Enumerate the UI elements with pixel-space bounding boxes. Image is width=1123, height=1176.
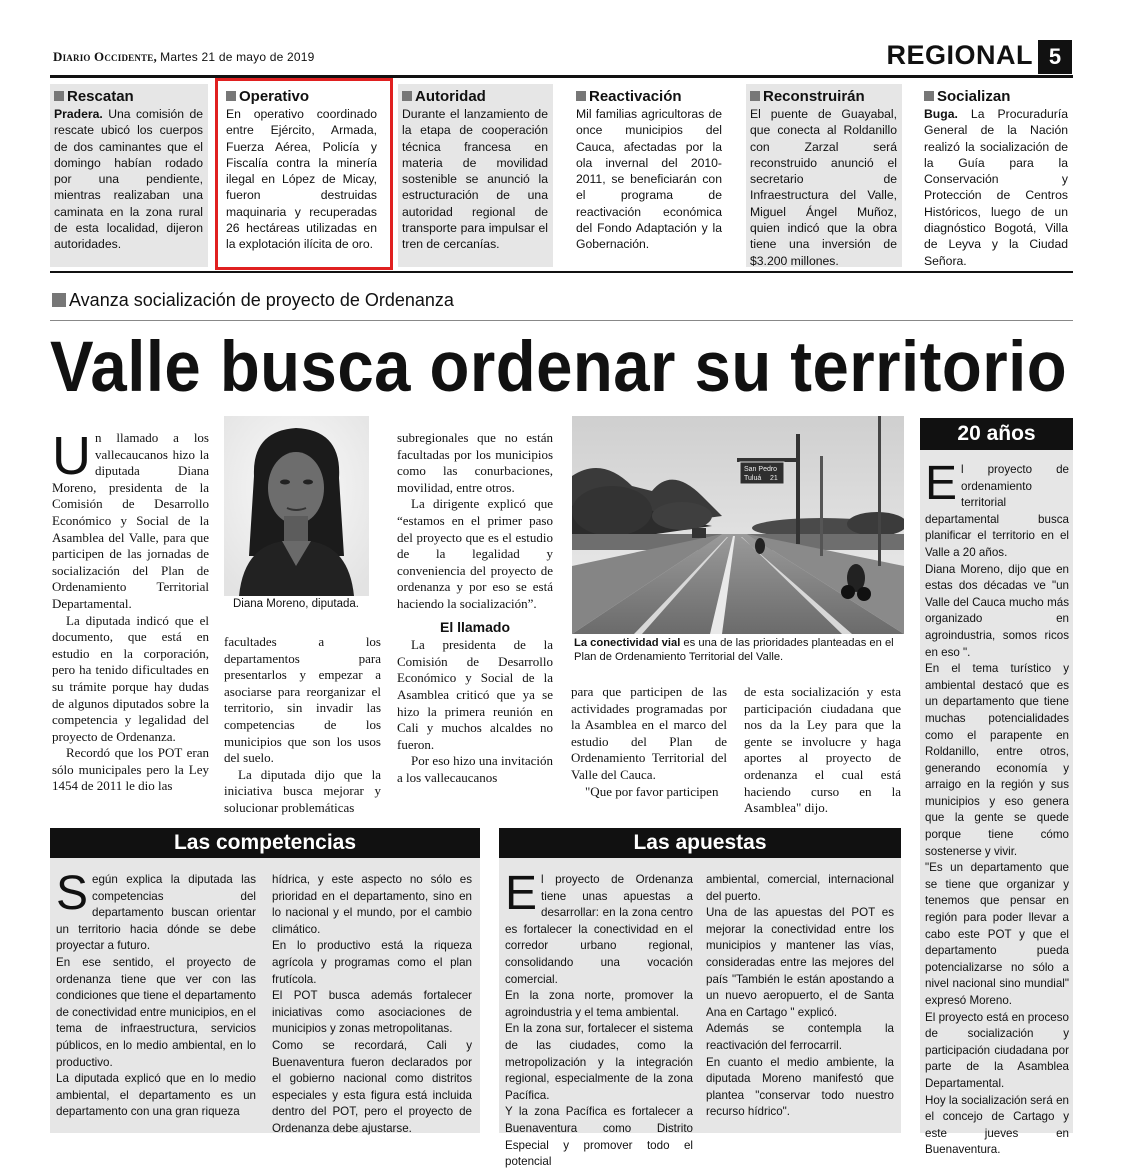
brief-text: Durante el lanzamiento de la etapa de cooperación técnica francesa en materia de movilidad sostenible se anunció la estructuración de una autoridad regional de transporte para impulsar el tren de cercanías. <box>402 107 548 252</box>
caption-name: Diana Moreno, <box>233 598 309 610</box>
road-photo <box>572 416 904 634</box>
paragraph: La dirigente explicó que “estamos en el primer paso del proyecto que es el estudio de la legalidad y conveniencia del proyecto de ordenanza y por eso se está haciendo la socialización”. <box>397 496 553 611</box>
kicker <box>52 290 454 311</box>
subhead: El llamado <box>439 618 511 635</box>
paragraph: El proyecto está en proceso de socialización y participación ciudadana por parte de la Asamblea Departamental. <box>925 1010 1069 1090</box>
paragraph: En cuanto el medio ambiente, la diputada Moreno manifestó que plantea "conservar todo nuestro recurso hídrico". <box>706 1055 894 1119</box>
masthead <box>53 49 315 65</box>
road-sign-number: 21 <box>770 475 778 482</box>
brief-title: Autoridad <box>415 88 486 105</box>
paragraph: ambiental, comercial, internacional del puerto. <box>706 873 894 903</box>
portrait-caption <box>233 598 359 610</box>
brief-lead: Buga. <box>924 107 958 121</box>
paragraph: En el tema turístico y ambiental destacó que es un departamento que tiene muchas potencialidades como el parapente en Roldanillo, entre otros, generando economía y arraigo en la región y sus municipios y eso genera que la gente se quede porque tiene cómo sostenerse y vivir. <box>925 662 1069 858</box>
brief-title: Reconstruirán <box>763 88 865 105</box>
article-column-1 <box>52 426 209 795</box>
paragraph: Una de las apuestas del POT es mejorar la conectividad entre los municipios y mantener las vías, consideradas entre las mejores del país "También le están apostando a un nuevo aeropuerto, el de Santa Ana en Cartago " explicó. <box>706 906 894 1019</box>
caption-bold: La conectividad vial <box>574 637 681 649</box>
competencias-title: Las competencias <box>50 828 480 858</box>
paragraph: Hoy la socialización será en el concejo de Cartago y este jueves en Buenaventura. <box>925 1093 1069 1157</box>
brief-autoridad <box>398 84 553 267</box>
paragraph: La diputada indicó que el documento, que está en estudio en la corporación, pero ha tenido dificultades en su trámite porque hay dudas de algunos diputados sobre la competencia y legalidad del proyecto de Ordenanza. <box>52 612 209 744</box>
paragraph: de esta socialización y esta participación ciudadana que nos da la Ley para que la gente se involucre y haga aportes al proyecto de ordenanza el cual está haciendo curso en la Asamblea" dijo. <box>744 684 901 816</box>
apuestas-left-text <box>505 867 693 1171</box>
dropcap: E <box>505 867 538 920</box>
paragraph: l proyecto de ordenamiento territorial departamental busca planificar el territorio en el Valle a 20 años. <box>925 463 1069 559</box>
paragraph: El POT busca además fortalecer iniciativas como asociaciones de municipios y zonas metropolitanas. <box>272 989 472 1036</box>
square-bullet-icon <box>576 91 586 101</box>
article-column-4 <box>571 684 727 800</box>
brief-text: Una comisión de rescate ubicó los cuerpos de dos caminantes que el domingo habían rodado por una pendiente, mientras realizaban una caminata en la zona rural de esta localidad, dijeron autoridades. <box>54 107 203 252</box>
paragraph: hídrica, y este aspecto no sólo es prioridad en el departamento, sino en lo nacional y el mundo, por el cambio climático. <box>272 873 472 936</box>
paragraph: l proyecto de Ordenanza tiene unas apuestas a desarrollar: en la zona centro es fortalecer la conectividad en el corredor urbano regional, consolidando una vocación comercial. <box>505 873 693 986</box>
brief-reconstruiran <box>746 84 902 267</box>
brief-reactivacion <box>572 84 727 267</box>
brief-title: Operativo <box>239 88 310 105</box>
square-bullet-icon <box>402 91 412 101</box>
kicker-rule <box>50 320 1073 321</box>
paragraph: "Que por favor participen <box>585 783 719 799</box>
article-column-5 <box>744 684 901 817</box>
paragraph: La presidenta de la Comisión de Desarrollo Económico y Social de la Asamblea criticó que ya se hizo la primera reunión en Cali y muchos alcaldes no fueron. <box>397 637 553 752</box>
paragraph: Por eso hizo una invitación a los vallecaucanos <box>397 753 553 785</box>
brief-text: En operativo coordinado entre Ejército, Armada, Fuerza Aérea, Policía y Fiscalía contra la minería ilegal en López de Micay, fueron destruidas maquinaria y recuperadas 26 hectáreas utilizadas en la explotación ilícita de oro. <box>226 107 377 252</box>
apuestas-title: Las apuestas <box>499 828 901 858</box>
brief-rescatan <box>50 84 208 267</box>
newspaper-name: Diario Occidente, <box>53 49 157 64</box>
paragraph: En ese sentido, el proyecto de ordenanza tiene que ver con las condiciones que tiene el departamento de conectividad entre municipios, en el tema de infraestructura, servicios públicos, en lo medio ambiental, en lo productivo. <box>56 955 256 1069</box>
page-number: 5 <box>1038 40 1072 74</box>
square-bullet-icon <box>750 91 760 101</box>
square-bullet-icon <box>54 91 64 101</box>
brief-title: Socializan <box>937 88 1011 105</box>
road-sign-text: San Pedro <box>744 466 778 473</box>
kicker-text: Avanza socialización de proyecto de Ordenanza <box>69 290 454 310</box>
briefs-rule <box>50 271 1073 273</box>
brief-text: El puente de Guayabal, que conecta al Roldanillo con Zarzal será reconstruido anunció el secretario de Infraestructura del Valle, Miguel Ángel Muñoz, quien indicó que la obra tiene una inversión de $3.200 millones. <box>750 107 897 268</box>
square-bullet-icon <box>924 91 934 101</box>
competencias-right-text <box>272 872 472 1138</box>
caption-role: diputada. <box>308 598 359 610</box>
brief-lead: Pradera. <box>54 107 103 121</box>
article-column-2 <box>224 634 381 817</box>
road-sign-text: Tuluá <box>744 475 762 482</box>
paragraph: n llamado a los vallecaucanos hizo la diputada Diana Moreno, presidenta de la Comisión de Desarrollo Económico y Social de la Asamblea del Valle, para que participen de las jornadas de socialización del Plan de Ordenamiento Territorial Departamental. <box>52 430 209 611</box>
competencias-left-text <box>56 867 256 1121</box>
brief-title: Rescatan <box>67 88 134 105</box>
paragraph: facultades a los departamentos para presentarlos y empezar a asociarse para reorganizar el territorio, sin invadir las competencias de los municipios que son los usos del suelo. <box>224 634 381 766</box>
paragraph: para que participen de las actividades programadas por la Asamblea en el marco del estudio del Plan de Ordenamiento Territorial del Valle del Cauca. <box>571 684 727 782</box>
paragraph: egún explica la diputada las competencias del departamento buscan orientar un territorio hacia dónde se debe proyectar a futuro. <box>56 873 256 953</box>
header-rule <box>50 75 1073 78</box>
paragraph: "Es un departamento que se tiene que organizar y tenemos que pensar en región para poder llevar a cabo este POT y que el departamento pueda potencializarse no sólo a nivel nacional sino mundial" expresó Moreno. <box>925 861 1069 1007</box>
article-column-3 <box>397 430 553 786</box>
section-label: REGIONAL <box>886 40 1033 70</box>
issue-date: Martes 21 de mayo de 2019 <box>160 50 315 64</box>
paragraph: Y la zona Pacífica es fortalecer a Buenaventura como Distrito Especial y promover todo el potencial <box>505 1105 693 1169</box>
paragraph: Recordó que los POT eran sólo municipales pero la Ley 1454 de 2011 le dio las <box>52 745 209 794</box>
apuestas-right-text <box>706 872 894 1121</box>
brief-title: Reactivación <box>589 88 682 105</box>
paragraph: La diputada dijo que la iniciativa busca mejorar y solucionar problemáticas <box>224 766 381 815</box>
dropcap: S <box>56 867 89 920</box>
paragraph: Diana Moreno, dijo que en estas dos décadas ve "un Valle del Cauca mucho más organizado en agroindustria, somos ricos en eso ". <box>925 562 1069 659</box>
headline: Valle busca ordenar su territorio <box>50 328 1068 407</box>
dropcap: U <box>52 426 91 486</box>
caption-rest: es una de las prioridades planteadas en el Plan de Ordenamiento Territorial del Valle. <box>574 637 894 663</box>
paragraph: En la zona norte, promover la agroindustria y el tema ambiental. <box>505 989 693 1019</box>
paragraph: En lo productivo está la riqueza agrícola y programas como el plan frutícola. <box>272 939 472 986</box>
portrait-photo <box>224 416 369 596</box>
brief-highlight-frame <box>215 78 393 270</box>
sidebar-text <box>925 457 1069 1159</box>
square-bullet-icon <box>52 293 66 307</box>
brief-text: Mil familias agricultoras de once municipios del Cauca, afectadas por la ola invernal del 2010-2011, se beneficiarán con el programa de reactivación económica del Fondo Adaptación y la Gobernación. <box>576 107 722 252</box>
road-photo-caption <box>574 636 906 664</box>
sidebar-title: 20 años <box>920 418 1073 450</box>
paragraph: La diputada explicó que en lo medio ambiental, el departamento es un departamento con una gran riqueza <box>56 1072 256 1119</box>
paragraph: Además se contempla la reactivación del ferrocarril. <box>706 1022 894 1052</box>
dropcap: E <box>925 457 958 510</box>
brief-text: La Procuraduría General de la Nación realizó la socialización de la Guía para la Conservación y Protección de Centros Históricos, luego de un diagnóstico Bogotá, Villa de Leyva y la Ciudad Señora. <box>924 107 1068 268</box>
paragraph: En la zona sur, fortalecer el sistema de las ciudades, como la metropolización y la integración regional, especialmente de la zona Pacífica. <box>505 1022 693 1102</box>
paragraph: Como se recordará, Cali y Buenaventura fueron declarados por el gobierno nacional como distritos especiales y esta figura está incluida dentro del POT, pero el proyecto de Ordenanza debe ajustarse. <box>272 1038 472 1135</box>
paragraph: subregionales que no están facultadas por los municipios como las conurbaciones, movilidad, entre otros. <box>397 430 553 495</box>
brief-socializan <box>920 84 1073 267</box>
